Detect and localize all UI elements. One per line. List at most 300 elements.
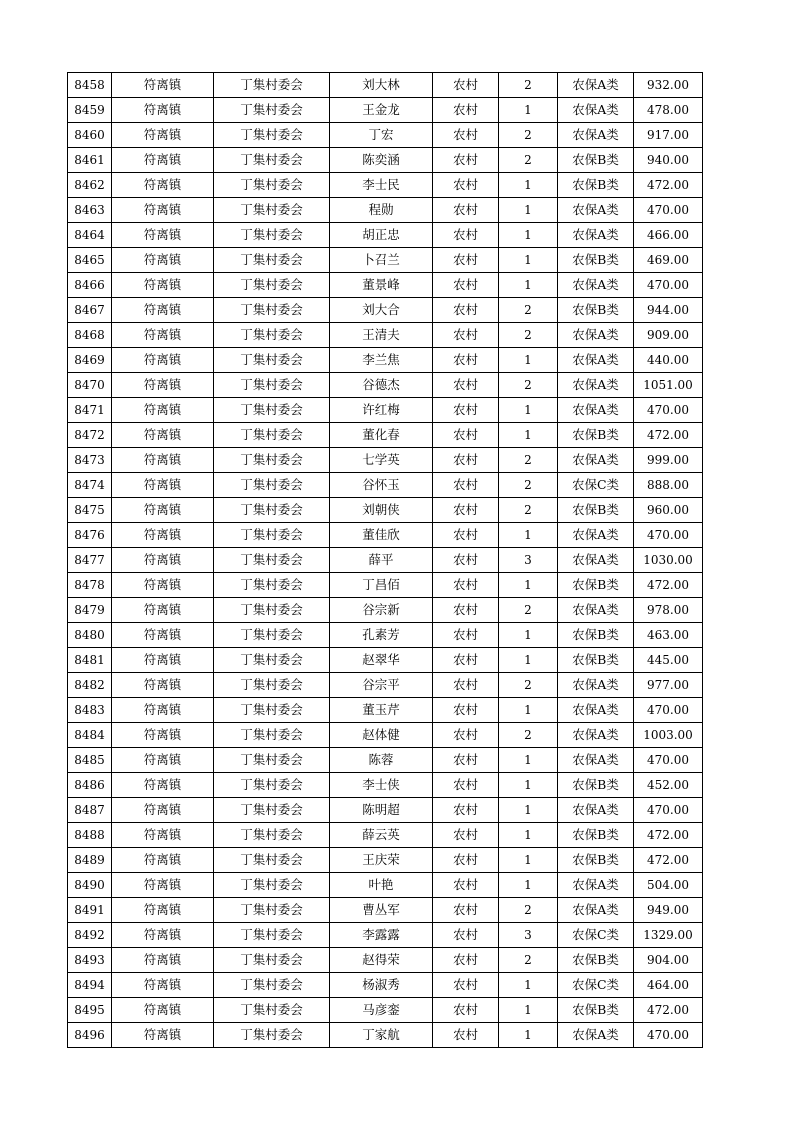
household-size-cell: 2 [499, 473, 558, 498]
row-id-cell: 8484 [68, 723, 112, 748]
household-size-cell: 1 [499, 848, 558, 873]
insurance-category-cell: 农保C类 [558, 473, 634, 498]
table-row [68, 973, 703, 998]
row-id-cell: 8464 [68, 223, 112, 248]
row-id-cell: 8459 [68, 98, 112, 123]
row-id-cell: 8458 [68, 73, 112, 98]
table-row [68, 798, 703, 823]
name-cell: 薛平 [330, 548, 433, 573]
table-row [68, 823, 703, 848]
household-size-cell: 1 [499, 873, 558, 898]
roster-body [68, 73, 703, 1048]
amount-cell: 470.00 [634, 398, 703, 423]
amount-cell: 470.00 [634, 523, 703, 548]
table-row [68, 373, 703, 398]
name-cell: 程勋 [330, 198, 433, 223]
area-type-cell: 农村 [433, 723, 499, 748]
name-cell: 董玉芹 [330, 698, 433, 723]
insurance-category-cell: 农保B类 [558, 773, 634, 798]
village-committee-cell: 丁集村委会 [214, 873, 330, 898]
village-committee-cell: 丁集村委会 [214, 248, 330, 273]
table-row [68, 473, 703, 498]
town-cell: 符离镇 [112, 973, 214, 998]
village-committee-cell: 丁集村委会 [214, 648, 330, 673]
area-type-cell: 农村 [433, 948, 499, 973]
amount-cell: 470.00 [634, 1023, 703, 1048]
town-cell: 符离镇 [112, 223, 214, 248]
row-id-cell: 8479 [68, 598, 112, 623]
row-id-cell: 8474 [68, 473, 112, 498]
amount-cell: 472.00 [634, 173, 703, 198]
village-committee-cell: 丁集村委会 [214, 198, 330, 223]
row-id-cell: 8460 [68, 123, 112, 148]
household-size-cell: 2 [499, 673, 558, 698]
amount-cell: 470.00 [634, 198, 703, 223]
row-id-cell: 8489 [68, 848, 112, 873]
area-type-cell: 农村 [433, 273, 499, 298]
row-id-cell: 8462 [68, 173, 112, 198]
amount-cell: 472.00 [634, 848, 703, 873]
area-type-cell: 农村 [433, 623, 499, 648]
table-row [68, 648, 703, 673]
town-cell: 符离镇 [112, 498, 214, 523]
name-cell: 李兰焦 [330, 348, 433, 373]
amount-cell: 470.00 [634, 273, 703, 298]
insurance-category-cell: 农保A类 [558, 348, 634, 373]
row-id-cell: 8487 [68, 798, 112, 823]
insurance-category-cell: 农保A类 [558, 798, 634, 823]
area-type-cell: 农村 [433, 373, 499, 398]
village-committee-cell: 丁集村委会 [214, 323, 330, 348]
household-size-cell: 2 [499, 298, 558, 323]
insurance-category-cell: 农保B类 [558, 998, 634, 1023]
name-cell: 谷德杰 [330, 373, 433, 398]
household-size-cell: 2 [499, 148, 558, 173]
village-committee-cell: 丁集村委会 [214, 298, 330, 323]
village-committee-cell: 丁集村委会 [214, 573, 330, 598]
area-type-cell: 农村 [433, 223, 499, 248]
village-committee-cell: 丁集村委会 [214, 848, 330, 873]
town-cell: 符离镇 [112, 1023, 214, 1048]
name-cell: 李露露 [330, 923, 433, 948]
household-size-cell: 1 [499, 798, 558, 823]
household-size-cell: 1 [499, 648, 558, 673]
row-id-cell: 8480 [68, 623, 112, 648]
insurance-category-cell: 农保B类 [558, 298, 634, 323]
town-cell: 符离镇 [112, 173, 214, 198]
insurance-category-cell: 农保A类 [558, 698, 634, 723]
village-committee-cell: 丁集村委会 [214, 98, 330, 123]
amount-cell: 909.00 [634, 323, 703, 348]
row-id-cell: 8482 [68, 673, 112, 698]
amount-cell: 472.00 [634, 423, 703, 448]
household-size-cell: 1 [499, 223, 558, 248]
village-committee-cell: 丁集村委会 [214, 473, 330, 498]
row-id-cell: 8468 [68, 323, 112, 348]
area-type-cell: 农村 [433, 598, 499, 623]
town-cell: 符离镇 [112, 898, 214, 923]
household-size-cell: 1 [499, 623, 558, 648]
insurance-category-cell: 农保A类 [558, 1023, 634, 1048]
town-cell: 符离镇 [112, 523, 214, 548]
household-size-cell: 1 [499, 773, 558, 798]
row-id-cell: 8492 [68, 923, 112, 948]
village-committee-cell: 丁集村委会 [214, 223, 330, 248]
area-type-cell: 农村 [433, 498, 499, 523]
village-committee-cell: 丁集村委会 [214, 498, 330, 523]
table-row [68, 998, 703, 1023]
name-cell: 王清夫 [330, 323, 433, 348]
town-cell: 符离镇 [112, 448, 214, 473]
town-cell: 符离镇 [112, 323, 214, 348]
insurance-category-cell: 农保A类 [558, 898, 634, 923]
name-cell: 曹丛军 [330, 898, 433, 923]
table-row [68, 73, 703, 98]
area-type-cell: 农村 [433, 198, 499, 223]
insurance-category-cell: 农保B类 [558, 498, 634, 523]
village-committee-cell: 丁集村委会 [214, 898, 330, 923]
town-cell: 符离镇 [112, 598, 214, 623]
name-cell: 丁家航 [330, 1023, 433, 1048]
household-size-cell: 2 [499, 323, 558, 348]
name-cell: 陈蓉 [330, 748, 433, 773]
insurance-category-cell: 农保B类 [558, 423, 634, 448]
insurance-category-cell: 农保B类 [558, 248, 634, 273]
village-committee-cell: 丁集村委会 [214, 123, 330, 148]
insurance-category-cell: 农保B类 [558, 173, 634, 198]
area-type-cell: 农村 [433, 798, 499, 823]
town-cell: 符离镇 [112, 373, 214, 398]
area-type-cell: 农村 [433, 473, 499, 498]
insurance-category-cell: 农保A类 [558, 548, 634, 573]
amount-cell: 977.00 [634, 673, 703, 698]
amount-cell: 960.00 [634, 498, 703, 523]
village-committee-cell: 丁集村委会 [214, 398, 330, 423]
insurance-category-cell: 农保B类 [558, 648, 634, 673]
household-size-cell: 2 [499, 123, 558, 148]
household-size-cell: 1 [499, 998, 558, 1023]
table-row [68, 923, 703, 948]
table-row [68, 698, 703, 723]
household-size-cell: 2 [499, 898, 558, 923]
household-size-cell: 2 [499, 448, 558, 473]
row-id-cell: 8493 [68, 948, 112, 973]
table-row [68, 873, 703, 898]
area-type-cell: 农村 [433, 423, 499, 448]
roster-table [67, 72, 703, 1048]
row-id-cell: 8469 [68, 348, 112, 373]
insurance-category-cell: 农保A类 [558, 398, 634, 423]
table-row [68, 448, 703, 473]
household-size-cell: 1 [499, 523, 558, 548]
row-id-cell: 8490 [68, 873, 112, 898]
row-id-cell: 8472 [68, 423, 112, 448]
household-size-cell: 1 [499, 173, 558, 198]
row-id-cell: 8478 [68, 573, 112, 598]
table-row [68, 548, 703, 573]
town-cell: 符离镇 [112, 548, 214, 573]
area-type-cell: 农村 [433, 898, 499, 923]
insurance-category-cell: 农保C类 [558, 923, 634, 948]
village-committee-cell: 丁集村委会 [214, 1023, 330, 1048]
town-cell: 符离镇 [112, 673, 214, 698]
village-committee-cell: 丁集村委会 [214, 698, 330, 723]
area-type-cell: 农村 [433, 648, 499, 673]
village-committee-cell: 丁集村委会 [214, 423, 330, 448]
town-cell: 符离镇 [112, 823, 214, 848]
town-cell: 符离镇 [112, 423, 214, 448]
table-row [68, 1023, 703, 1048]
village-committee-cell: 丁集村委会 [214, 948, 330, 973]
name-cell: 董景峰 [330, 273, 433, 298]
town-cell: 符离镇 [112, 73, 214, 98]
row-id-cell: 8494 [68, 973, 112, 998]
area-type-cell: 农村 [433, 148, 499, 173]
area-type-cell: 农村 [433, 923, 499, 948]
area-type-cell: 农村 [433, 448, 499, 473]
area-type-cell: 农村 [433, 673, 499, 698]
household-size-cell: 3 [499, 923, 558, 948]
row-id-cell: 8491 [68, 898, 112, 923]
household-size-cell: 1 [499, 273, 558, 298]
amount-cell: 1003.00 [634, 723, 703, 748]
amount-cell: 469.00 [634, 248, 703, 273]
village-committee-cell: 丁集村委会 [214, 798, 330, 823]
row-id-cell: 8485 [68, 748, 112, 773]
insurance-category-cell: 农保A类 [558, 598, 634, 623]
name-cell: 董化春 [330, 423, 433, 448]
row-id-cell: 8461 [68, 148, 112, 173]
village-committee-cell: 丁集村委会 [214, 723, 330, 748]
insurance-category-cell: 农保A类 [558, 198, 634, 223]
town-cell: 符离镇 [112, 123, 214, 148]
household-size-cell: 2 [499, 598, 558, 623]
name-cell: 马彦銮 [330, 998, 433, 1023]
row-id-cell: 8473 [68, 448, 112, 473]
amount-cell: 478.00 [634, 98, 703, 123]
insurance-category-cell: 农保A类 [558, 723, 634, 748]
name-cell: 赵翠华 [330, 648, 433, 673]
area-type-cell: 农村 [433, 398, 499, 423]
household-size-cell: 2 [499, 498, 558, 523]
table-row [68, 723, 703, 748]
table-row [68, 948, 703, 973]
area-type-cell: 农村 [433, 98, 499, 123]
area-type-cell: 农村 [433, 973, 499, 998]
area-type-cell: 农村 [433, 848, 499, 873]
town-cell: 符离镇 [112, 148, 214, 173]
table-row [68, 423, 703, 448]
amount-cell: 472.00 [634, 998, 703, 1023]
name-cell: 王庆荣 [330, 848, 433, 873]
village-committee-cell: 丁集村委会 [214, 973, 330, 998]
town-cell: 符离镇 [112, 698, 214, 723]
table-row [68, 98, 703, 123]
town-cell: 符离镇 [112, 873, 214, 898]
row-id-cell: 8477 [68, 548, 112, 573]
area-type-cell: 农村 [433, 298, 499, 323]
town-cell: 符离镇 [112, 773, 214, 798]
table-row [68, 148, 703, 173]
row-id-cell: 8481 [68, 648, 112, 673]
table-row [68, 398, 703, 423]
household-size-cell: 2 [499, 948, 558, 973]
town-cell: 符离镇 [112, 573, 214, 598]
household-size-cell: 1 [499, 198, 558, 223]
name-cell: 李士民 [330, 173, 433, 198]
town-cell: 符离镇 [112, 998, 214, 1023]
town-cell: 符离镇 [112, 273, 214, 298]
village-committee-cell: 丁集村委会 [214, 673, 330, 698]
name-cell: 谷宗平 [330, 673, 433, 698]
name-cell: 丁宏 [330, 123, 433, 148]
row-id-cell: 8488 [68, 823, 112, 848]
household-size-cell: 2 [499, 723, 558, 748]
name-cell: 陈奕涵 [330, 148, 433, 173]
village-committee-cell: 丁集村委会 [214, 373, 330, 398]
insurance-category-cell: 农保C类 [558, 973, 634, 998]
area-type-cell: 农村 [433, 773, 499, 798]
table-row [68, 773, 703, 798]
amount-cell: 999.00 [634, 448, 703, 473]
amount-cell: 940.00 [634, 148, 703, 173]
name-cell: 王金龙 [330, 98, 433, 123]
table-row [68, 123, 703, 148]
table-row [68, 248, 703, 273]
name-cell: 叶艳 [330, 873, 433, 898]
amount-cell: 1030.00 [634, 548, 703, 573]
name-cell: 刘朝侠 [330, 498, 433, 523]
insurance-category-cell: 农保A类 [558, 523, 634, 548]
amount-cell: 944.00 [634, 298, 703, 323]
name-cell: 丁昌佰 [330, 573, 433, 598]
row-id-cell: 8483 [68, 698, 112, 723]
table-row [68, 348, 703, 373]
row-id-cell: 8471 [68, 398, 112, 423]
amount-cell: 932.00 [634, 73, 703, 98]
name-cell: 杨淑秀 [330, 973, 433, 998]
amount-cell: 440.00 [634, 348, 703, 373]
amount-cell: 472.00 [634, 823, 703, 848]
amount-cell: 470.00 [634, 748, 703, 773]
village-committee-cell: 丁集村委会 [214, 148, 330, 173]
area-type-cell: 农村 [433, 698, 499, 723]
household-size-cell: 1 [499, 573, 558, 598]
table-row [68, 673, 703, 698]
village-committee-cell: 丁集村委会 [214, 923, 330, 948]
household-size-cell: 1 [499, 98, 558, 123]
town-cell: 符离镇 [112, 798, 214, 823]
village-committee-cell: 丁集村委会 [214, 73, 330, 98]
name-cell: 赵得荣 [330, 948, 433, 973]
row-id-cell: 8467 [68, 298, 112, 323]
name-cell: 薛云英 [330, 823, 433, 848]
amount-cell: 888.00 [634, 473, 703, 498]
area-type-cell: 农村 [433, 523, 499, 548]
area-type-cell: 农村 [433, 323, 499, 348]
household-size-cell: 1 [499, 973, 558, 998]
village-committee-cell: 丁集村委会 [214, 823, 330, 848]
insurance-category-cell: 农保A类 [558, 123, 634, 148]
name-cell: 李士侠 [330, 773, 433, 798]
insurance-category-cell: 农保A类 [558, 273, 634, 298]
town-cell: 符离镇 [112, 748, 214, 773]
village-committee-cell: 丁集村委会 [214, 448, 330, 473]
table-row [68, 198, 703, 223]
name-cell: 刘大林 [330, 73, 433, 98]
household-size-cell: 1 [499, 348, 558, 373]
area-type-cell: 农村 [433, 823, 499, 848]
town-cell: 符离镇 [112, 648, 214, 673]
household-size-cell: 1 [499, 698, 558, 723]
town-cell: 符离镇 [112, 473, 214, 498]
village-committee-cell: 丁集村委会 [214, 598, 330, 623]
town-cell: 符离镇 [112, 348, 214, 373]
town-cell: 符离镇 [112, 948, 214, 973]
household-size-cell: 1 [499, 823, 558, 848]
amount-cell: 463.00 [634, 623, 703, 648]
town-cell: 符离镇 [112, 723, 214, 748]
village-committee-cell: 丁集村委会 [214, 998, 330, 1023]
table-row [68, 748, 703, 773]
name-cell: 谷怀玉 [330, 473, 433, 498]
area-type-cell: 农村 [433, 873, 499, 898]
table-row [68, 498, 703, 523]
household-size-cell: 1 [499, 248, 558, 273]
table-row [68, 173, 703, 198]
amount-cell: 904.00 [634, 948, 703, 973]
table-row [68, 323, 703, 348]
row-id-cell: 8466 [68, 273, 112, 298]
village-committee-cell: 丁集村委会 [214, 273, 330, 298]
town-cell: 符离镇 [112, 848, 214, 873]
village-committee-cell: 丁集村委会 [214, 748, 330, 773]
town-cell: 符离镇 [112, 923, 214, 948]
insurance-category-cell: 农保A类 [558, 98, 634, 123]
insurance-category-cell: 农保B类 [558, 148, 634, 173]
row-id-cell: 8465 [68, 248, 112, 273]
area-type-cell: 农村 [433, 573, 499, 598]
insurance-category-cell: 农保A类 [558, 873, 634, 898]
insurance-category-cell: 农保B类 [558, 573, 634, 598]
amount-cell: 917.00 [634, 123, 703, 148]
village-committee-cell: 丁集村委会 [214, 623, 330, 648]
amount-cell: 452.00 [634, 773, 703, 798]
household-size-cell: 3 [499, 548, 558, 573]
insurance-category-cell: 农保A类 [558, 448, 634, 473]
name-cell: 刘大合 [330, 298, 433, 323]
area-type-cell: 农村 [433, 348, 499, 373]
town-cell: 符离镇 [112, 198, 214, 223]
table-row [68, 848, 703, 873]
village-committee-cell: 丁集村委会 [214, 523, 330, 548]
table-row [68, 598, 703, 623]
name-cell: 谷宗新 [330, 598, 433, 623]
row-id-cell: 8470 [68, 373, 112, 398]
table-row [68, 623, 703, 648]
row-id-cell: 8495 [68, 998, 112, 1023]
name-cell: 赵体健 [330, 723, 433, 748]
insurance-category-cell: 农保A类 [558, 73, 634, 98]
household-size-cell: 1 [499, 1023, 558, 1048]
insurance-category-cell: 农保B类 [558, 848, 634, 873]
town-cell: 符离镇 [112, 98, 214, 123]
amount-cell: 470.00 [634, 798, 703, 823]
table-row [68, 523, 703, 548]
table-row [68, 223, 703, 248]
town-cell: 符离镇 [112, 298, 214, 323]
insurance-category-cell: 农保B类 [558, 623, 634, 648]
